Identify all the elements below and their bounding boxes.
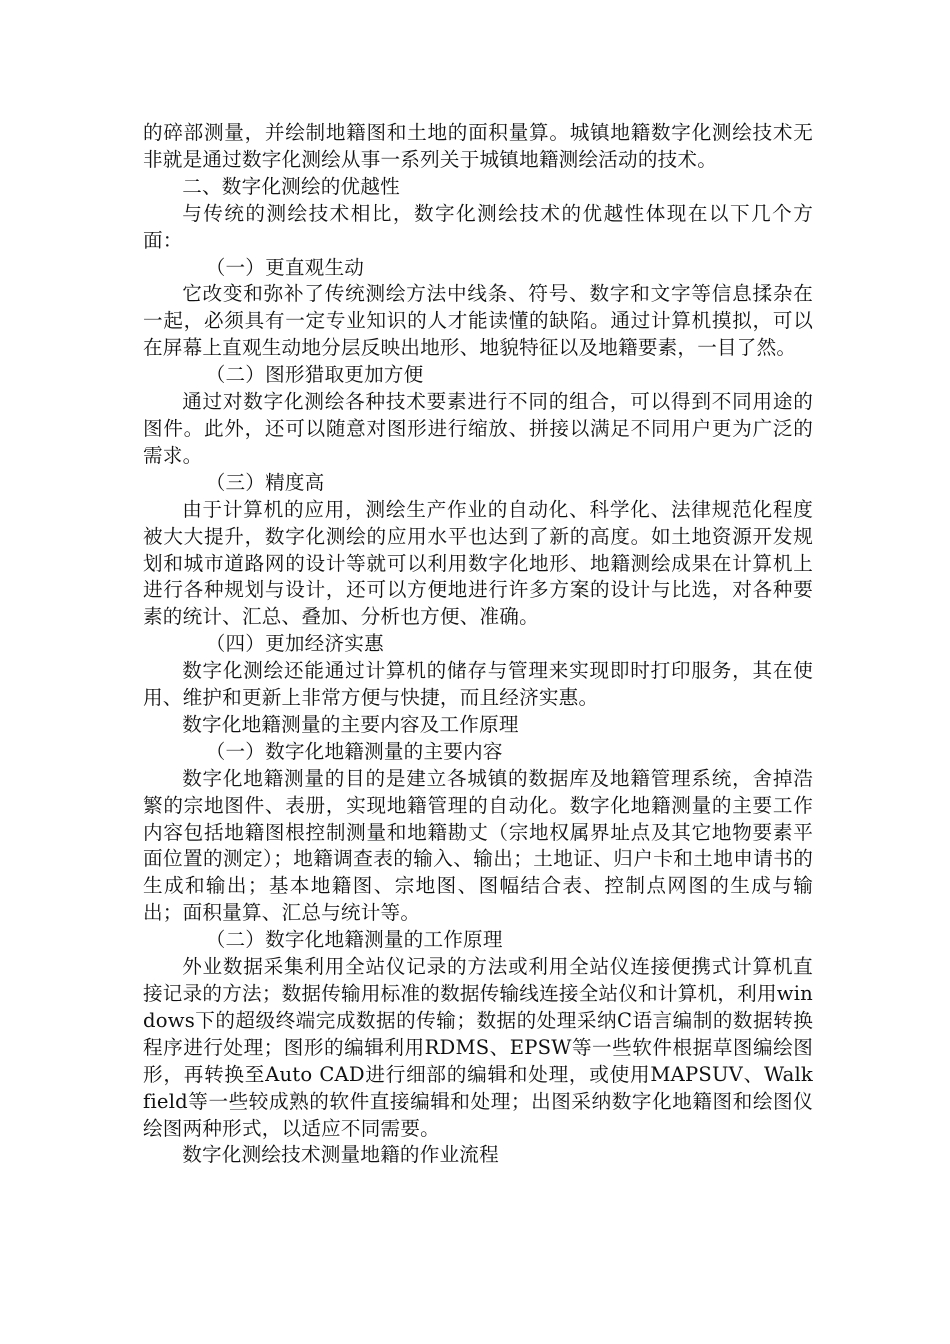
paragraph: 它改变和弥补了传统测绘方法中线条、符号、数字和文字等信息揉杂在一起，必须具有一定专业知识的人才能读懂的缺陷。通过计算机摸拟，可以在屏幕上直观生动地分层反映出地形、地貌特征以及地籍要素，一目了然。 bbox=[143, 282, 813, 360]
subsection-heading: （一）数字化地籍测量的主要内容 bbox=[205, 739, 503, 763]
paragraph: 通过对数字化测绘各种技术要素进行不同的组合，可以得到不同用途的图件。此外，还可以随意对图形进行缩放、拼接以满足不同用户更为广泛的需求。 bbox=[143, 390, 813, 467]
section-heading: 二、数字化测绘的优越性 bbox=[182, 174, 400, 198]
subsection-heading: （二）图形猎取更加方便 bbox=[205, 363, 424, 387]
paragraph: 与传统的测绘技术相比，数字化测绘技术的优越性体现在以下几个方面： bbox=[143, 201, 813, 252]
paragraph: 外业数据采集利用全站仪记录的方法或利用全站仪连接便携式计算机直接记录的方法；数据传输用标准的数据传输线连接全站仪和计算机，利用windows下的超级终端完成数据的传输；数据的处理采纳C语言编制的数据转换程序进行处理；图形的编辑利用RDMS、EPSW等一些软件根据草图编绘图形，再转换至Auto CAD进行细部的编辑和处理，或使用MAPSUV、Walk field等一些较成熟的软件直接编辑和处理；出图采纳数字化地籍图和绘图仪绘图两种形式，以适应不同需要。 bbox=[143, 955, 813, 1140]
subsection-heading: （三）精度高 bbox=[205, 470, 325, 494]
paragraph: 的碎部测量，并绘制地籍图和土地的面积量算。城镇地籍数字化测绘技术无非就是通过数字化测绘从事一系列关于城镇地籍测绘活动的技术。 bbox=[143, 121, 813, 171]
document-body bbox=[143, 120, 813, 1169]
paragraph: 数字化测绘还能通过计算机的储存与管理来实现即时打印服务，其在使用、维护和更新上非常方便与快捷，而且经济实惠。 bbox=[143, 659, 813, 710]
subsection-heading: （二）数字化地籍测量的工作原理 bbox=[205, 928, 503, 952]
subsection-heading: （一）更直观生动 bbox=[205, 255, 365, 279]
paragraph: 数字化地籍测量的目的是建立各城镇的数据库及地籍管理系统，舍掉浩繁的宗地图件、表册，实现地籍管理的自动化。数字化地籍测量的主要工作内容包括地籍图根控制测量和地籍勘丈（宗地权属界址点及其它地物要素平面位置的测定）；地籍调查表的输入、输出；土地证、归户卡和土地申请书的生成和输出；基本地籍图、宗地图、图幅结合表、控制点网图的生成与输出；面积量算、汇总与统计等。 bbox=[143, 766, 813, 925]
subsection-heading: （四）更加经济实惠 bbox=[205, 632, 384, 656]
section-heading: 数字化测绘技术测量地籍的作业流程 bbox=[182, 1143, 499, 1167]
paragraph: 由于计算机的应用，测绘生产作业的自动化、科学化、法律规范化程度被大大提升，数字化测绘的应用水平也达到了新的高度。如土地资源开发规划和城市道路网的设计等就可以利用数字化地形、地籍测绘成果在计算机上进行各种规划与设计，还可以方便地进行许多方案的设计与比选，对各种要素的统计、汇总、叠加、分析也方便、准确。 bbox=[143, 497, 813, 629]
section-heading: 数字化地籍测量的主要内容及工作原理 bbox=[182, 712, 519, 736]
